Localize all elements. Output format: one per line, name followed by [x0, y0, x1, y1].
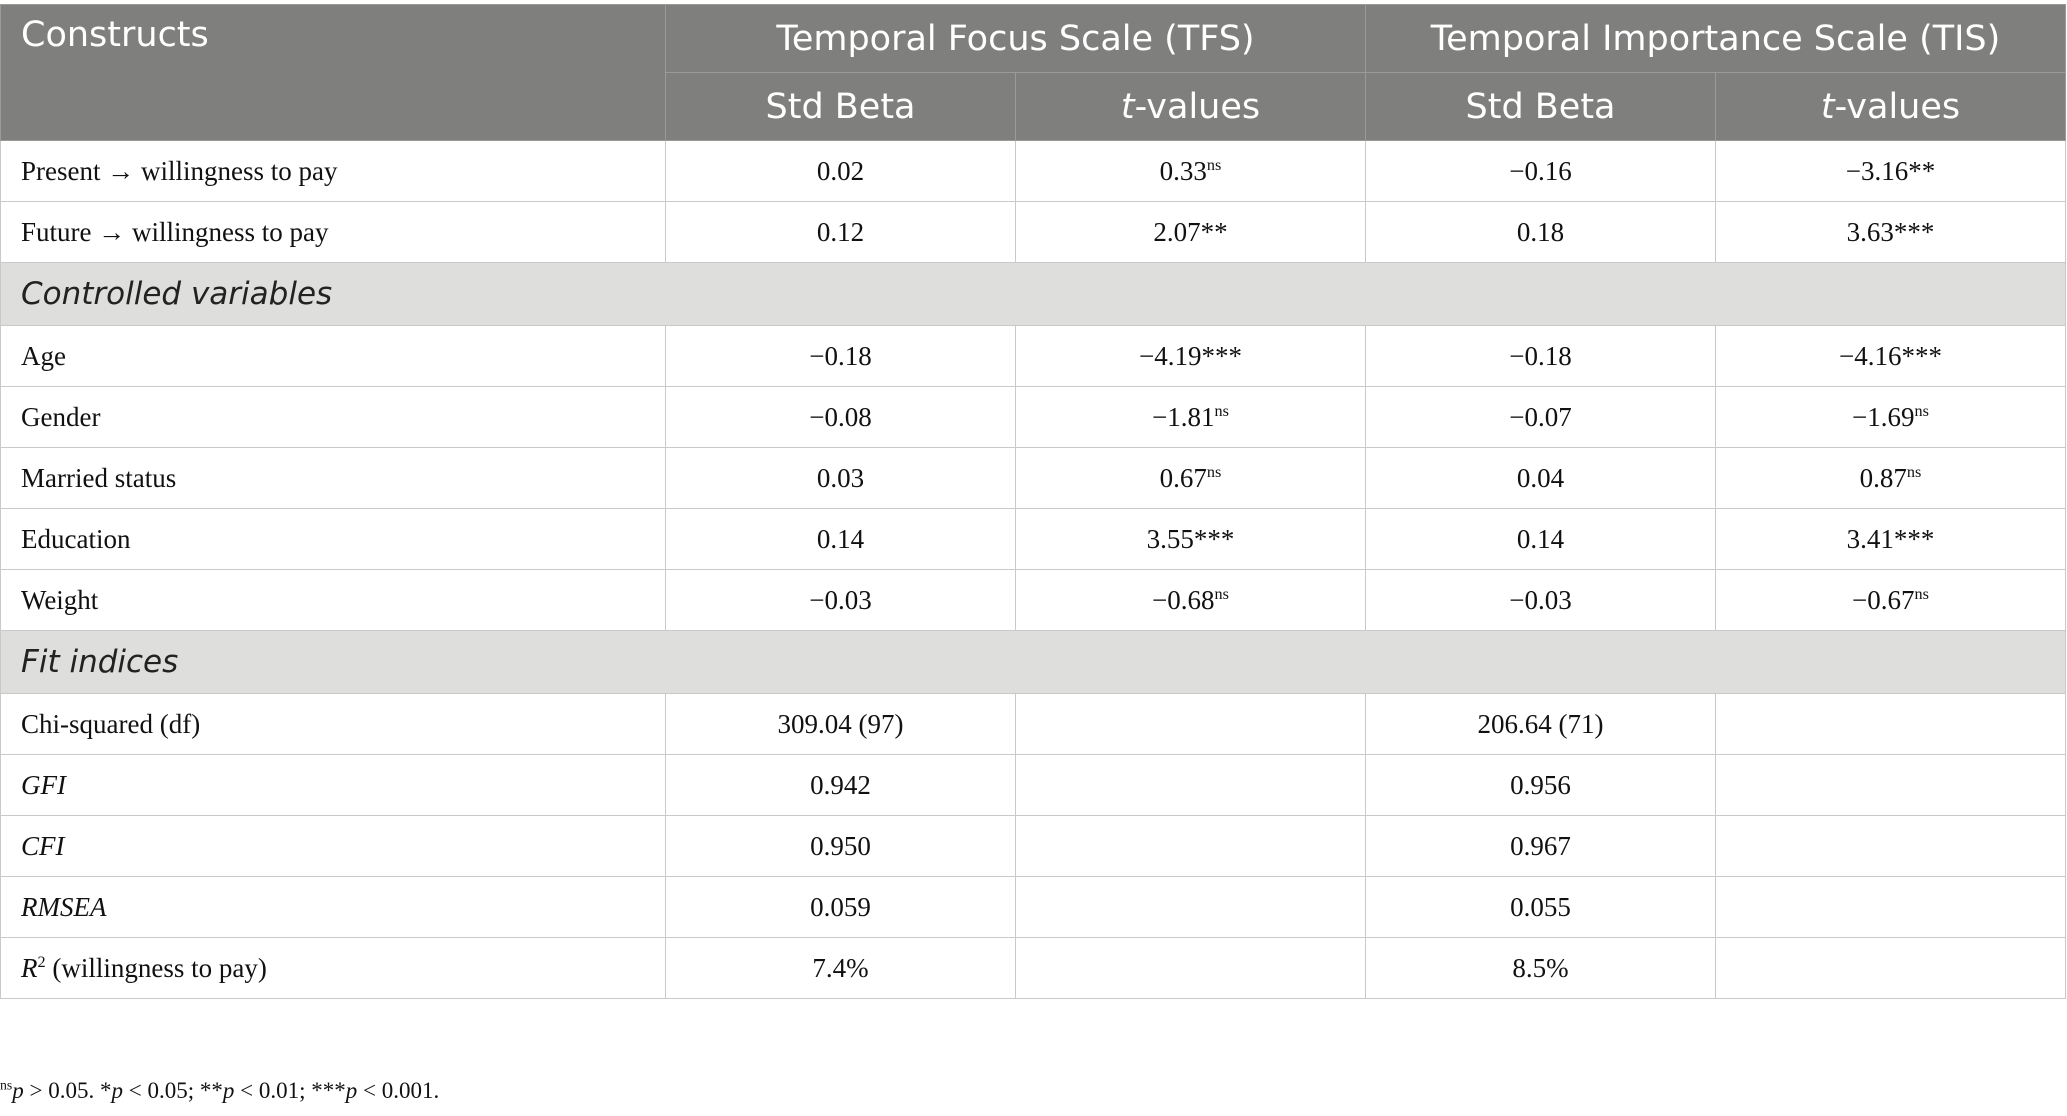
- tfs-beta-cell: 0.12: [666, 202, 1016, 263]
- tfs-beta-cell: −0.08: [666, 387, 1016, 448]
- footnote-p: p: [345, 1078, 358, 1103]
- row-label: Age: [1, 326, 666, 387]
- significance-mark: ns: [1914, 584, 1929, 603]
- significance-mark: ns: [1214, 401, 1229, 420]
- tis-t-cell: [1716, 387, 2066, 448]
- t-suffix: -values: [1134, 86, 1261, 127]
- t-value: −3.16**: [1845, 155, 1936, 186]
- r-symbol: R: [21, 952, 38, 983]
- row-label: [1, 938, 666, 999]
- tfs-beta-cell: −0.18: [666, 326, 1016, 387]
- tfs-t-cell: [1016, 448, 1366, 509]
- t-value: −1.69: [1852, 401, 1915, 432]
- t-value: 3.41***: [1846, 523, 1935, 554]
- footnote-text: < 0.001.: [357, 1078, 440, 1103]
- table-row-education: [1, 509, 2066, 570]
- tfs-beta-cell: 309.04 (97): [666, 694, 1016, 755]
- table-footnote: [0, 1078, 439, 1104]
- t-suffix: -values: [1834, 86, 1961, 127]
- tfs-t-cell: [1016, 141, 1366, 202]
- table-row-gender: [1, 387, 2066, 448]
- results-table: [0, 4, 2066, 999]
- tis-header: Temporal Importance Scale (TIS): [1366, 5, 2066, 73]
- footnote-text: > 0.05. *: [23, 1078, 112, 1103]
- t-value: 0.67: [1159, 462, 1207, 493]
- tis-beta-cell: 0.956: [1366, 755, 1716, 816]
- footnote-text: < 0.05; **: [123, 1078, 223, 1103]
- tfs-t-cell: [1016, 570, 1366, 631]
- tis-beta-cell: −0.16: [1366, 141, 1716, 202]
- section-row-fit: [1, 631, 2066, 694]
- section-title-fit: Fit indices: [1, 631, 2066, 694]
- tfs-beta-cell: 0.03: [666, 448, 1016, 509]
- table-row-future: [1, 202, 2066, 263]
- row-label: Present → willingness to pay: [1, 141, 666, 202]
- tis-beta-cell: 206.64 (71): [1366, 694, 1716, 755]
- table-row-married: [1, 448, 2066, 509]
- tis-t-cell: [1716, 448, 2066, 509]
- table-row-r2: [1, 938, 2066, 999]
- row-label: Weight: [1, 570, 666, 631]
- t-value: −1.81: [1152, 401, 1215, 432]
- tis-std-beta-header: Std Beta: [1366, 73, 1716, 141]
- tfs-header: Temporal Focus Scale (TFS): [666, 5, 1366, 73]
- r-squared-exponent: 2: [37, 952, 46, 971]
- table-row-chi: [1, 694, 2066, 755]
- t-value: −4.19***: [1139, 340, 1242, 371]
- tis-beta-cell: 0.055: [1366, 877, 1716, 938]
- t-value: 3.63***: [1846, 216, 1935, 247]
- tis-t-cell: [1716, 755, 2066, 816]
- tfs-beta-cell: −0.03: [666, 570, 1016, 631]
- footnote-p: p: [222, 1078, 235, 1103]
- tis-t-cell: [1716, 938, 2066, 999]
- t-value: 3.55***: [1146, 523, 1235, 554]
- tfs-t-cell: [1016, 755, 1366, 816]
- tfs-beta-cell: 0.942: [666, 755, 1016, 816]
- significance-mark: ns: [1906, 462, 1922, 481]
- tfs-beta-cell: 7.4%: [666, 938, 1016, 999]
- tfs-beta-cell: 0.950: [666, 816, 1016, 877]
- tfs-std-beta-header: Std Beta: [666, 73, 1016, 141]
- table-row-age: [1, 326, 2066, 387]
- results-table-container: [0, 4, 2067, 999]
- table-row-weight: [1, 570, 2066, 631]
- footnote-text: < 0.01; ***: [234, 1078, 346, 1103]
- row-label: GFI: [1, 755, 666, 816]
- tfs-t-cell: [1016, 202, 1366, 263]
- tfs-t-cell: [1016, 387, 1366, 448]
- row-label: CFI: [1, 816, 666, 877]
- tis-t-cell: [1716, 326, 2066, 387]
- tfs-t-cell: [1016, 877, 1366, 938]
- tis-beta-cell: −0.03: [1366, 570, 1716, 631]
- footnote-ns: ns: [0, 1077, 13, 1093]
- row-label: RMSEA: [1, 877, 666, 938]
- t-value: 0.87: [1859, 462, 1907, 493]
- t-value: 0.33: [1159, 155, 1207, 186]
- tis-t-cell: [1716, 816, 2066, 877]
- tfs-beta-cell: 0.14: [666, 509, 1016, 570]
- r2-label-text: (willingness to pay): [45, 952, 267, 983]
- t-value: −0.67: [1852, 584, 1915, 615]
- tis-beta-cell: −0.18: [1366, 326, 1716, 387]
- tfs-t-cell: [1016, 326, 1366, 387]
- tis-t-cell: [1716, 509, 2066, 570]
- significance-mark: ns: [1214, 584, 1229, 603]
- row-label: Education: [1, 509, 666, 570]
- table-row-present: [1, 141, 2066, 202]
- section-row-controlled: [1, 263, 2066, 326]
- tis-t-cell: [1716, 694, 2066, 755]
- row-label: Married status: [1, 448, 666, 509]
- significance-mark: ns: [1914, 401, 1929, 420]
- tis-beta-cell: 0.14: [1366, 509, 1716, 570]
- t-value: −0.68: [1152, 584, 1215, 615]
- table-row-gfi: [1, 755, 2066, 816]
- t-value: 2.07**: [1153, 216, 1228, 247]
- table-row-rmsea: [1, 877, 2066, 938]
- section-title-controlled: Controlled variables: [1, 263, 2066, 326]
- tfs-beta-cell: 0.02: [666, 141, 1016, 202]
- tis-t-cell: [1716, 141, 2066, 202]
- t-value: −4.16***: [1839, 340, 1942, 371]
- tfs-t-cell: [1016, 509, 1366, 570]
- tis-beta-cell: 0.04: [1366, 448, 1716, 509]
- footnote-p: p: [12, 1078, 24, 1103]
- significance-mark: ns: [1206, 155, 1222, 174]
- significance-mark: ns: [1206, 462, 1222, 481]
- footnote-p: p: [111, 1078, 124, 1103]
- tis-t-values-header: [1716, 73, 2066, 141]
- row-label: Chi-squared (df): [1, 694, 666, 755]
- tfs-t-cell: [1016, 694, 1366, 755]
- tis-beta-cell: 0.18: [1366, 202, 1716, 263]
- header-row-1: [1, 5, 2066, 73]
- tis-beta-cell: 8.5%: [1366, 938, 1716, 999]
- tfs-t-cell: [1016, 816, 1366, 877]
- row-label: Future → willingness to pay: [1, 202, 666, 263]
- tis-beta-cell: 0.967: [1366, 816, 1716, 877]
- t-italic: t: [1120, 86, 1135, 127]
- tfs-t-values-header: [1016, 73, 1366, 141]
- tfs-beta-cell: 0.059: [666, 877, 1016, 938]
- tis-t-cell: [1716, 877, 2066, 938]
- constructs-header: Constructs: [1, 5, 666, 141]
- table-row-cfi: [1, 816, 2066, 877]
- row-label: Gender: [1, 387, 666, 448]
- t-italic: t: [1820, 86, 1835, 127]
- tfs-t-cell: [1016, 938, 1366, 999]
- tis-t-cell: [1716, 570, 2066, 631]
- tis-beta-cell: −0.07: [1366, 387, 1716, 448]
- tis-t-cell: [1716, 202, 2066, 263]
